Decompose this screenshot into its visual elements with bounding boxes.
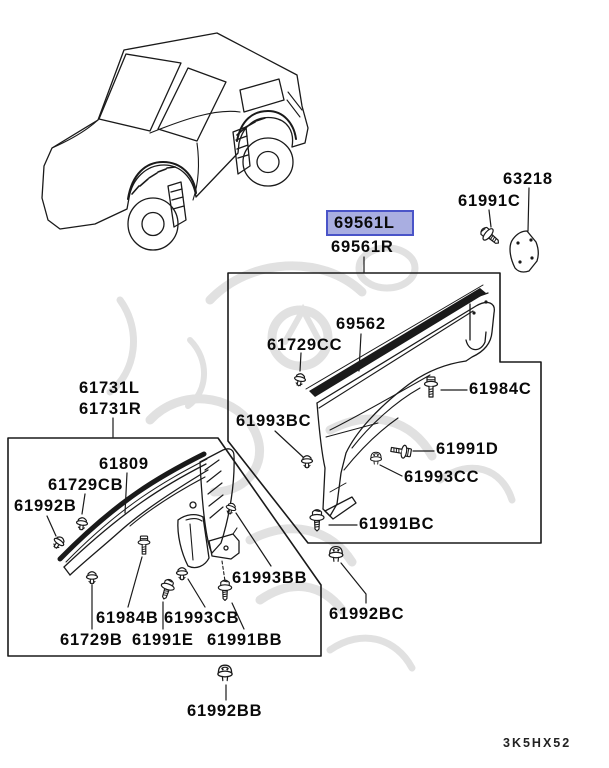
selected-part-highlight[interactable] [326,210,414,236]
part-label-69561R[interactable]: 69561R [331,238,394,256]
part-label-61991BC[interactable]: 61991BC [359,515,435,533]
part-label-61992B[interactable]: 61992B [14,497,77,515]
part-label-61809[interactable]: 61809 [99,455,149,473]
clip-61993CB-icon [177,568,188,580]
part-label-61991BB[interactable]: 61991BB [207,631,283,649]
part-label-61729CB[interactable]: 61729CB [48,476,124,494]
part-label-61729CC[interactable]: 61729CC [267,336,343,354]
part-label-61993CC[interactable]: 61993CC [404,468,480,486]
part-label-61991C[interactable]: 61991C [458,192,521,210]
screw-61991E-icon [157,578,176,601]
part-label-61992BC[interactable]: 61992BC [329,605,405,623]
part-label-69562[interactable]: 69562 [336,315,386,333]
part-label-61992BB[interactable]: 61992BB [187,702,263,720]
part-label-61993BC[interactable]: 61993BC [236,412,312,430]
part-label-63218[interactable]: 63218 [503,170,553,188]
clip-61729CB-icon [76,517,89,531]
part-label-61729B[interactable]: 61729B [60,631,123,649]
vehicle-illustration [42,33,308,250]
part-label-61731R[interactable]: 61731R [79,400,142,418]
grommet-61992BC-icon [329,547,343,562]
bolt-61984B-icon [138,536,150,554]
part-label-61984B[interactable]: 61984B [96,609,159,627]
part-label-61984C[interactable]: 61984C [469,380,532,398]
part-label-61731L[interactable]: 61731L [79,379,140,397]
screw-61991BB-icon [218,580,231,600]
clip-61993BB-icon [224,502,237,516]
part-label-61993BB[interactable]: 61993BB [232,569,308,587]
front-overfender-art [60,449,239,581]
screw-61991C-icon [478,224,503,248]
part-label-61993CB[interactable]: 61993CB [164,609,240,627]
part-label-69561L[interactable]: 69561L [334,214,395,232]
clip-61992B-icon [50,535,66,551]
bolt-61984C-icon [425,377,438,397]
part-label-61991E[interactable]: 61991E [132,631,194,649]
plate-63218-art [510,231,538,272]
diagram-code: 3K5HX52 [503,736,572,750]
clip-61729B-icon [87,572,98,584]
grommet-61993CC-icon [370,452,381,464]
clip-61729CC-icon [293,373,306,387]
clip-61993BC-icon [302,456,313,468]
part-label-61991D[interactable]: 61991D [436,440,499,458]
grommet-61992BB-icon [218,665,232,680]
bolt-61991D-icon [390,443,412,459]
